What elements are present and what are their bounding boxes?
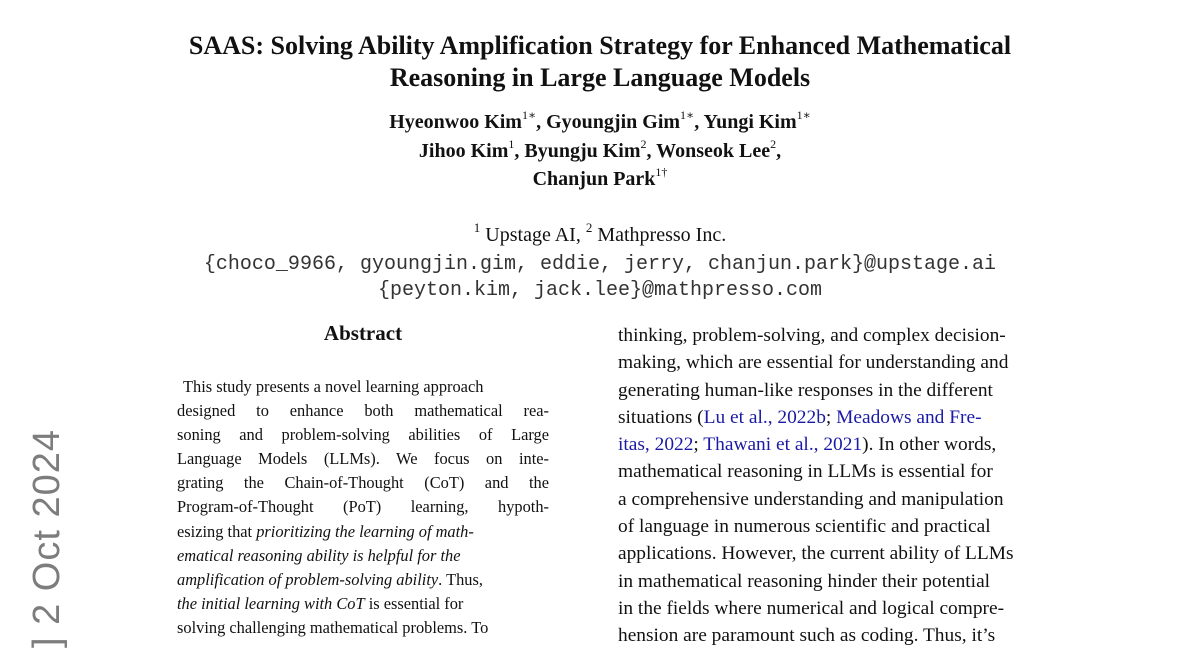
author-affil-sup: 1: [508, 136, 515, 151]
email-line-2: {peyton.kim, jack.lee}@mathpresso.com: [377, 279, 823, 302]
arxiv-stamp: ] 2 Oct 2024: [26, 428, 68, 648]
introduction-text: [618, 322, 1058, 650]
citation-link-thawani-2021[interactable]: Thawani et al., 2021: [703, 434, 863, 456]
author-name: Gyoungjin Gim: [546, 111, 681, 133]
author-name: Wonseok Lee: [656, 139, 771, 162]
affiliations: [100, 222, 1100, 248]
affil-org: Mathpresso Inc.: [597, 224, 727, 246]
author-line-2: Jihoo Kim$^1$, Byungju Kim$^2$, Wonseok Lee$^2$,: [418, 136, 782, 162]
abstract-line: [177, 520, 549, 544]
intro-text-run: ;: [693, 434, 704, 456]
abstract-line: solving challenging mathematical problems. To: [177, 617, 489, 637]
abstract-emphasis: amplification of problem-solving ability: [177, 569, 439, 589]
affil-org: Upstage AI,: [485, 224, 581, 246]
paper-title: [100, 30, 1100, 94]
intro-line: hension are paramount such as coding. Thus, it’s: [618, 625, 996, 647]
title-line-1: SAAS: Solving Ability Amplification Strategy for Enhanced Mathematical: [188, 31, 1012, 60]
author-emails: [100, 252, 1100, 304]
author-line-1: Hyeonwoo Kim$^{1∗}$, Gyoungjin Gim$^{1∗}$, Yungi Kim$^{1∗}$: [389, 108, 811, 133]
intro-line: [618, 431, 1058, 458]
abstract-line: This study presents a novel learning approach: [183, 377, 484, 396]
author-name: Byungju Kim: [524, 139, 641, 162]
intro-text-run: ). In other words,: [862, 434, 997, 456]
abstract-text-run: . Thus,: [438, 569, 483, 589]
intro-line: [618, 404, 1058, 431]
title-line-2: Reasoning in Large Language Models: [389, 63, 811, 92]
abstract-line: Language Models (LLMs). We focus on inte-: [177, 449, 549, 469]
abstract-emphasis: the initial learning with CoT: [177, 593, 365, 613]
author-affil-sup: 1∗: [796, 108, 811, 123]
citation-link-meadows-freitas-2022-cont[interactable]: itas, 2022: [618, 434, 694, 456]
affil-sup: 2: [585, 220, 593, 236]
abstract-line: soning and problem-solving abilities of Large: [177, 425, 549, 445]
abstract-line: [177, 592, 549, 616]
intro-line: thinking, problem-solving, and complex decision-: [618, 325, 1006, 346]
author-affil-sup: 1∗: [680, 108, 695, 123]
intro-line: in mathematical reasoning hinder their potential: [618, 570, 991, 592]
intro-text-run: ;: [825, 406, 837, 428]
intro-line: of language in numerous scientific and practical: [618, 516, 991, 538]
abstract-line: grating the Chain-of-Thought (CoT) and the: [177, 473, 549, 493]
abstract-text-run: esizing that: [177, 521, 257, 541]
author-name: Hyeonwoo Kim: [389, 111, 522, 133]
abstract-line: designed to enhance both mathematical rea-: [177, 401, 549, 421]
abstract-line: Program-of-Thought (PoT) learning, hypoth-: [177, 497, 549, 517]
citation-link-meadows-freitas-2022[interactable]: Meadows and Fre-: [836, 406, 982, 428]
author-list: [100, 108, 1100, 194]
abstract-emphasis: ematical reasoning ability is helpful for the: [177, 545, 461, 565]
abstract-line: [177, 544, 549, 568]
author-affil-sup: 2: [770, 136, 777, 151]
author-name: Yungi Kim: [703, 111, 797, 133]
citation-link-lu-2022b[interactable]: Lu et al., 2022b: [703, 406, 826, 428]
abstract-text: [177, 375, 549, 640]
abstract-line: [177, 568, 549, 592]
author-affil-sup: 2: [640, 136, 647, 151]
abstract-heading: Abstract: [323, 321, 403, 345]
intro-line: a comprehensive understanding and manipulation: [618, 488, 1004, 510]
email-line-1: {choco_9966, gyoungjin.gim, eddie, jerry, chanjun.park}@upstage.ai: [203, 253, 997, 276]
author-name: Jihoo Kim: [418, 139, 509, 162]
author-affil-sup: 1∗: [521, 108, 537, 123]
intro-line: in the fields where numerical and logical compre-: [618, 597, 1005, 619]
intro-line: mathematical reasoning in LLMs is essential for: [618, 461, 993, 483]
intro-line: applications. However, the current ability of LLMs: [618, 543, 1014, 565]
author-line-3: [100, 165, 1100, 194]
author-name: Chanjun Park: [532, 168, 656, 190]
affil-sup: 1: [473, 220, 481, 236]
abstract-emphasis: prioritizing the learning of math-: [256, 521, 474, 541]
intro-text-run: situations (: [618, 406, 704, 428]
author-affil-sup: 1†: [655, 165, 668, 180]
intro-line: generating human-like responses in the different: [618, 379, 993, 401]
intro-line: making, which are essential for understanding and: [618, 352, 1009, 374]
abstract-text-run: is essential for: [364, 593, 464, 613]
